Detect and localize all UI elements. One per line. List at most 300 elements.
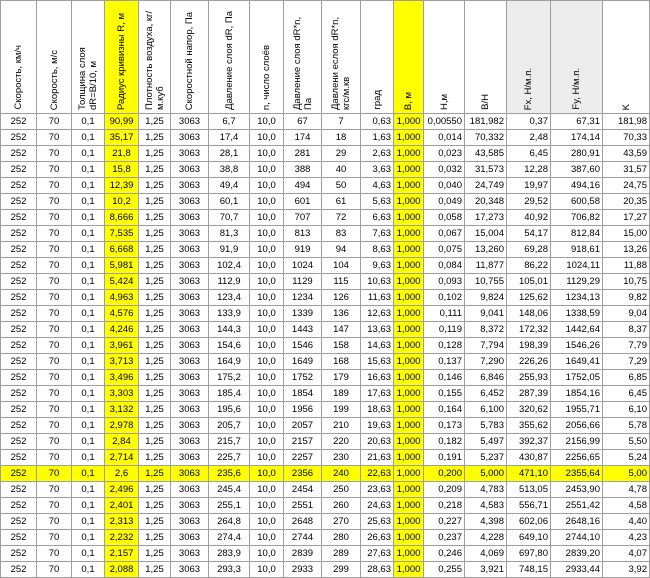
table-cell[interactable]: 144,3 — [209, 322, 250, 338]
column-header[interactable] — [250, 1, 284, 114]
table-cell[interactable]: 3063 — [171, 338, 209, 354]
table-cell[interactable]: 0,164 — [424, 402, 465, 418]
table-cell[interactable]: 43,59 — [603, 146, 650, 162]
table-cell[interactable]: 0,1 — [72, 322, 105, 338]
table-cell[interactable]: 0,075 — [424, 242, 465, 258]
table-cell[interactable]: 18 — [322, 130, 361, 146]
table-cell[interactable]: 10,75 — [603, 274, 650, 290]
table-cell[interactable]: 86,22 — [507, 258, 551, 274]
table-cell[interactable]: 1,000 — [394, 338, 424, 354]
table-cell[interactable]: 3063 — [171, 466, 209, 482]
table-cell[interactable]: 2256,65 — [551, 450, 603, 466]
table-cell[interactable]: 91,9 — [209, 242, 250, 258]
table-cell[interactable]: 2551 — [284, 498, 322, 514]
table-cell[interactable]: 94 — [322, 242, 361, 258]
table-cell[interactable]: 4,23 — [603, 530, 650, 546]
table-cell[interactable]: 289 — [322, 546, 361, 562]
table-cell[interactable]: 10,0 — [250, 130, 284, 146]
table-cell[interactable]: 11,63 — [361, 290, 394, 306]
table-cell[interactable]: 0,1 — [72, 514, 105, 530]
table-cell[interactable]: 112,9 — [209, 274, 250, 290]
table-cell[interactable]: 70 — [37, 402, 72, 418]
column-header[interactable] — [1, 1, 37, 114]
table-cell[interactable]: 0,1 — [72, 482, 105, 498]
table-cell[interactable]: 6,45 — [507, 146, 551, 162]
table-cell[interactable]: 49,4 — [209, 178, 250, 194]
table-cell[interactable]: 1129,29 — [551, 274, 603, 290]
table-cell[interactable]: 210 — [322, 418, 361, 434]
table-cell[interactable]: 148,06 — [507, 306, 551, 322]
table-cell[interactable]: 14,63 — [361, 338, 394, 354]
table-cell[interactable]: 189 — [322, 386, 361, 402]
table-cell[interactable]: 1,25 — [139, 546, 171, 562]
table-cell[interactable]: 1234,13 — [551, 290, 603, 306]
table-cell[interactable]: 0,049 — [424, 194, 465, 210]
table-cell[interactable]: 1,25 — [139, 242, 171, 258]
table-cell[interactable]: 10,0 — [250, 114, 284, 130]
table-cell[interactable]: 252 — [1, 498, 37, 514]
table-cell[interactable]: 1854 — [284, 386, 322, 402]
table-cell[interactable]: 2,978 — [105, 418, 139, 434]
table-cell[interactable]: 1649,41 — [551, 354, 603, 370]
table-cell[interactable]: 10,0 — [250, 450, 284, 466]
table-cell[interactable]: 4,07 — [603, 546, 650, 562]
table-cell[interactable]: 50 — [322, 178, 361, 194]
table-cell[interactable]: 60,1 — [209, 194, 250, 210]
table-cell[interactable]: 15,8 — [105, 162, 139, 178]
table-cell[interactable]: 0,128 — [424, 338, 465, 354]
table-cell[interactable]: 21,63 — [361, 450, 394, 466]
table-cell[interactable]: 1,25 — [139, 226, 171, 242]
table-cell[interactable]: 1546 — [284, 338, 322, 354]
table-cell[interactable]: 1,25 — [139, 114, 171, 130]
table-cell[interactable]: 3063 — [171, 162, 209, 178]
table-cell[interactable]: 1,000 — [394, 322, 424, 338]
table-cell[interactable]: 1,000 — [394, 562, 424, 578]
table-cell[interactable]: 3063 — [171, 114, 209, 130]
table-cell[interactable]: 0,255 — [424, 562, 465, 578]
table-cell[interactable]: 1854,16 — [551, 386, 603, 402]
table-cell[interactable]: 4,963 — [105, 290, 139, 306]
table-cell[interactable]: 17,4 — [209, 130, 250, 146]
table-cell[interactable]: 199 — [322, 402, 361, 418]
table-cell[interactable]: 1,000 — [394, 482, 424, 498]
table-cell[interactable]: 2056,66 — [551, 418, 603, 434]
table-cell[interactable]: 2933,44 — [551, 562, 603, 578]
column-header[interactable] — [139, 1, 171, 114]
table-cell[interactable]: 1,25 — [139, 194, 171, 210]
table-cell[interactable]: 252 — [1, 418, 37, 434]
table-cell[interactable]: 0,209 — [424, 482, 465, 498]
table-cell[interactable]: 0,1 — [72, 162, 105, 178]
table-cell[interactable]: 255,1 — [209, 498, 250, 514]
table-cell[interactable]: 6,63 — [361, 210, 394, 226]
table-cell[interactable]: 10,2 — [105, 194, 139, 210]
table-cell[interactable]: 0,63 — [361, 114, 394, 130]
table-cell[interactable]: 602,06 — [507, 514, 551, 530]
table-cell[interactable]: 70 — [37, 530, 72, 546]
table-cell[interactable]: 158 — [322, 338, 361, 354]
table-cell[interactable]: 706,82 — [551, 210, 603, 226]
table-cell[interactable]: 1,25 — [139, 450, 171, 466]
table-cell[interactable]: 115 — [322, 274, 361, 290]
table-cell[interactable]: 3063 — [171, 434, 209, 450]
table-cell[interactable]: 252 — [1, 210, 37, 226]
table-cell[interactable]: 0,1 — [72, 258, 105, 274]
table-cell[interactable]: 1,000 — [394, 162, 424, 178]
table-cell[interactable]: 1,25 — [139, 402, 171, 418]
table-cell[interactable]: 70 — [37, 162, 72, 178]
table-cell[interactable]: 252 — [1, 434, 37, 450]
table-cell[interactable]: 252 — [1, 546, 37, 562]
table-cell[interactable]: 252 — [1, 194, 37, 210]
table-cell[interactable]: 81,3 — [209, 226, 250, 242]
table-cell[interactable]: 40 — [322, 162, 361, 178]
table-cell[interactable]: 70 — [37, 482, 72, 498]
table-cell[interactable]: 2,157 — [105, 546, 139, 562]
table-cell[interactable]: 15,63 — [361, 354, 394, 370]
table-cell[interactable]: 10,0 — [250, 546, 284, 562]
table-cell[interactable]: 4,583 — [465, 498, 507, 514]
table-cell[interactable]: 67,31 — [551, 114, 603, 130]
table-cell[interactable]: 1,000 — [394, 258, 424, 274]
table-cell[interactable]: 0,014 — [424, 130, 465, 146]
table-cell[interactable]: 1,000 — [394, 498, 424, 514]
table-cell[interactable]: 3063 — [171, 514, 209, 530]
table-cell[interactable]: 21,8 — [105, 146, 139, 162]
table-cell[interactable]: 813 — [284, 226, 322, 242]
table-cell[interactable]: 10,0 — [250, 178, 284, 194]
table-cell[interactable]: 13,260 — [465, 242, 507, 258]
table-cell[interactable]: 10,755 — [465, 274, 507, 290]
column-header[interactable] — [37, 1, 72, 114]
table-cell[interactable]: 1,000 — [394, 114, 424, 130]
table-cell[interactable]: 1024,11 — [551, 258, 603, 274]
table-cell[interactable]: 10,0 — [250, 338, 284, 354]
column-header[interactable] — [322, 1, 361, 114]
table-cell[interactable]: 10,0 — [250, 194, 284, 210]
table-cell[interactable]: 3063 — [171, 306, 209, 322]
table-cell[interactable]: 10,0 — [250, 322, 284, 338]
table-cell[interactable]: 1,25 — [139, 290, 171, 306]
table-cell[interactable]: 0,1 — [72, 418, 105, 434]
table-cell[interactable]: 70 — [37, 466, 72, 482]
table-cell[interactable]: 7,535 — [105, 226, 139, 242]
table-cell[interactable]: 147 — [322, 322, 361, 338]
table-cell[interactable]: 70 — [37, 130, 72, 146]
table-cell[interactable]: 1,000 — [394, 226, 424, 242]
table-cell[interactable]: 0,246 — [424, 546, 465, 562]
table-cell[interactable]: 1,25 — [139, 466, 171, 482]
table-cell[interactable]: 5,63 — [361, 194, 394, 210]
table-cell[interactable]: 0,1 — [72, 114, 105, 130]
table-cell[interactable]: 3063 — [171, 290, 209, 306]
table-cell[interactable]: 123,4 — [209, 290, 250, 306]
table-cell[interactable]: 20,35 — [603, 194, 650, 210]
table-cell[interactable]: 179 — [322, 370, 361, 386]
table-cell[interactable]: 388 — [284, 162, 322, 178]
table-cell[interactable]: 70 — [37, 178, 72, 194]
table-cell[interactable]: 10,0 — [250, 146, 284, 162]
table-cell[interactable]: 240 — [322, 466, 361, 482]
table-cell[interactable]: 12,39 — [105, 178, 139, 194]
table-cell[interactable]: 601 — [284, 194, 322, 210]
table-cell[interactable]: 252 — [1, 370, 37, 386]
table-cell[interactable]: 1956 — [284, 402, 322, 418]
table-cell[interactable]: 22,63 — [361, 466, 394, 482]
table-cell[interactable]: 0,146 — [424, 370, 465, 386]
table-cell[interactable]: 252 — [1, 338, 37, 354]
table-cell[interactable]: 252 — [1, 114, 37, 130]
table-cell[interactable]: 70 — [37, 354, 72, 370]
table-cell[interactable]: 9,82 — [603, 290, 650, 306]
table-cell[interactable]: 31,573 — [465, 162, 507, 178]
table-cell[interactable]: 0,1 — [72, 290, 105, 306]
table-cell[interactable]: 1,25 — [139, 306, 171, 322]
table-cell[interactable]: 38,8 — [209, 162, 250, 178]
table-cell[interactable]: 252 — [1, 322, 37, 338]
table-cell[interactable]: 494,16 — [551, 178, 603, 194]
table-cell[interactable]: 27,63 — [361, 546, 394, 562]
table-cell[interactable]: 0,227 — [424, 514, 465, 530]
table-cell[interactable]: 3063 — [171, 530, 209, 546]
table-cell[interactable]: 19,63 — [361, 418, 394, 434]
table-cell[interactable]: 70 — [37, 514, 72, 530]
table-cell[interactable]: 10,0 — [250, 242, 284, 258]
table-cell[interactable]: 168 — [322, 354, 361, 370]
table-cell[interactable]: 70 — [37, 258, 72, 274]
table-cell[interactable]: 9,63 — [361, 258, 394, 274]
table-cell[interactable]: 13,26 — [603, 242, 650, 258]
table-cell[interactable]: 10,0 — [250, 402, 284, 418]
table-cell[interactable]: 0,1 — [72, 210, 105, 226]
table-cell[interactable]: 2839 — [284, 546, 322, 562]
table-cell[interactable]: 70 — [37, 210, 72, 226]
table-cell[interactable]: 697,80 — [507, 546, 551, 562]
table-cell[interactable]: 174,14 — [551, 130, 603, 146]
table-cell[interactable]: 2156,99 — [551, 434, 603, 450]
table-cell[interactable]: 1,000 — [394, 418, 424, 434]
table-cell[interactable]: 250 — [322, 482, 361, 498]
table-cell[interactable]: 2454 — [284, 482, 322, 498]
table-cell[interactable]: 2,48 — [507, 130, 551, 146]
table-cell[interactable]: 2355,64 — [551, 466, 603, 482]
table-cell[interactable]: 3,713 — [105, 354, 139, 370]
table-cell[interactable]: 6,10 — [603, 402, 650, 418]
table-cell[interactable]: 83 — [322, 226, 361, 242]
column-header[interactable] — [361, 1, 394, 114]
table-cell[interactable]: 54,17 — [507, 226, 551, 242]
table-cell[interactable]: 3,63 — [361, 162, 394, 178]
table-cell[interactable]: 136 — [322, 306, 361, 322]
table-cell[interactable]: 70 — [37, 498, 72, 514]
column-header[interactable] — [105, 1, 139, 114]
table-cell[interactable]: 2648,16 — [551, 514, 603, 530]
table-cell[interactable]: 1,25 — [139, 482, 171, 498]
table-cell[interactable]: 3063 — [171, 210, 209, 226]
table-cell[interactable]: 0,182 — [424, 434, 465, 450]
table-cell[interactable]: 1,25 — [139, 434, 171, 450]
table-cell[interactable]: 0,1 — [72, 546, 105, 562]
table-cell[interactable]: 2,088 — [105, 562, 139, 578]
table-cell[interactable]: 283,9 — [209, 546, 250, 562]
column-header[interactable] — [465, 1, 507, 114]
table-cell[interactable]: 8,372 — [465, 322, 507, 338]
table-cell[interactable]: 0,00550 — [424, 114, 465, 130]
table-cell[interactable]: 0,1 — [72, 562, 105, 578]
table-cell[interactable]: 252 — [1, 258, 37, 274]
table-cell[interactable]: 1649 — [284, 354, 322, 370]
table-cell[interactable]: 1,25 — [139, 418, 171, 434]
table-cell[interactable]: 3063 — [171, 322, 209, 338]
table-cell[interactable]: 1,25 — [139, 178, 171, 194]
table-cell[interactable]: 7,63 — [361, 226, 394, 242]
table-cell[interactable]: 10,0 — [250, 530, 284, 546]
table-cell[interactable]: 126 — [322, 290, 361, 306]
table-cell[interactable]: 1,25 — [139, 338, 171, 354]
table-cell[interactable]: 0,058 — [424, 210, 465, 226]
table-cell[interactable]: 20,63 — [361, 434, 394, 450]
table-cell[interactable]: 2157 — [284, 434, 322, 450]
table-cell[interactable]: 181,98 — [603, 114, 650, 130]
table-cell[interactable]: 4,069 — [465, 546, 507, 562]
table-cell[interactable]: 24,749 — [465, 178, 507, 194]
table-cell[interactable]: 0,1 — [72, 274, 105, 290]
table-cell[interactable]: 6,45 — [603, 386, 650, 402]
table-cell[interactable]: 10,0 — [250, 418, 284, 434]
table-cell[interactable]: 5,78 — [603, 418, 650, 434]
table-cell[interactable]: 281 — [284, 146, 322, 162]
table-cell[interactable]: 0,1 — [72, 466, 105, 482]
table-cell[interactable]: 3063 — [171, 194, 209, 210]
table-cell[interactable]: 7,794 — [465, 338, 507, 354]
table-cell[interactable]: 392,37 — [507, 434, 551, 450]
table-cell[interactable]: 215,7 — [209, 434, 250, 450]
table-cell[interactable]: 4,58 — [603, 498, 650, 514]
table-cell[interactable]: 0,119 — [424, 322, 465, 338]
table-cell[interactable]: 28,1 — [209, 146, 250, 162]
table-cell[interactable]: 4,63 — [361, 178, 394, 194]
table-cell[interactable]: 8,37 — [603, 322, 650, 338]
table-cell[interactable]: 3063 — [171, 242, 209, 258]
column-header[interactable] — [284, 1, 322, 114]
table-cell[interactable]: 1443 — [284, 322, 322, 338]
table-cell[interactable]: 280 — [322, 530, 361, 546]
table-cell[interactable]: 1,25 — [139, 162, 171, 178]
table-cell[interactable]: 3063 — [171, 226, 209, 242]
table-cell[interactable]: 355,62 — [507, 418, 551, 434]
table-cell[interactable]: 430,87 — [507, 450, 551, 466]
table-cell[interactable]: 70 — [37, 562, 72, 578]
table-cell[interactable]: 2,313 — [105, 514, 139, 530]
table-cell[interactable]: 164,9 — [209, 354, 250, 370]
table-cell[interactable]: 0,37 — [507, 114, 551, 130]
table-cell[interactable]: 1,25 — [139, 498, 171, 514]
table-cell[interactable]: 1,000 — [394, 242, 424, 258]
table-cell[interactable]: 40,92 — [507, 210, 551, 226]
table-cell[interactable]: 3063 — [171, 546, 209, 562]
table-cell[interactable]: 70,7 — [209, 210, 250, 226]
table-cell[interactable]: 3,921 — [465, 562, 507, 578]
table-cell[interactable]: 1,000 — [394, 290, 424, 306]
table-cell[interactable]: 2744,10 — [551, 530, 603, 546]
table-cell[interactable]: 245,4 — [209, 482, 250, 498]
table-cell[interactable]: 70 — [37, 242, 72, 258]
table-cell[interactable]: 6,668 — [105, 242, 139, 258]
table-cell[interactable]: 5,237 — [465, 450, 507, 466]
table-cell[interactable]: 9,041 — [465, 306, 507, 322]
table-cell[interactable]: 3,961 — [105, 338, 139, 354]
table-cell[interactable]: 3,303 — [105, 386, 139, 402]
table-cell[interactable]: 1339 — [284, 306, 322, 322]
table-cell[interactable]: 1,000 — [394, 194, 424, 210]
table-cell[interactable]: 2648 — [284, 514, 322, 530]
table-cell[interactable]: 255,93 — [507, 370, 551, 386]
table-cell[interactable]: 29 — [322, 146, 361, 162]
table-cell[interactable]: 0,1 — [72, 434, 105, 450]
table-cell[interactable]: 226,26 — [507, 354, 551, 370]
table-cell[interactable]: 252 — [1, 274, 37, 290]
table-cell[interactable]: 16,63 — [361, 370, 394, 386]
table-cell[interactable]: 24,63 — [361, 498, 394, 514]
table-cell[interactable]: 5,00 — [603, 466, 650, 482]
table-cell[interactable]: 15,004 — [465, 226, 507, 242]
column-header[interactable] — [209, 1, 250, 114]
table-cell[interactable]: 10,0 — [250, 434, 284, 450]
table-cell[interactable]: 1955,71 — [551, 402, 603, 418]
table-cell[interactable]: 5,497 — [465, 434, 507, 450]
table-cell[interactable]: 104 — [322, 258, 361, 274]
table-cell[interactable]: 0,1 — [72, 306, 105, 322]
table-cell[interactable]: 4,246 — [105, 322, 139, 338]
table-cell[interactable]: 10,0 — [250, 290, 284, 306]
table-cell[interactable]: 0,067 — [424, 226, 465, 242]
table-cell[interactable]: 2,232 — [105, 530, 139, 546]
table-cell[interactable]: 24,75 — [603, 178, 650, 194]
table-cell[interactable]: 3063 — [171, 354, 209, 370]
table-cell[interactable]: 556,71 — [507, 498, 551, 514]
table-cell[interactable]: 10,0 — [250, 498, 284, 514]
table-cell[interactable]: 5,783 — [465, 418, 507, 434]
table-cell[interactable]: 0,084 — [424, 258, 465, 274]
table-cell[interactable]: 13,63 — [361, 322, 394, 338]
column-header[interactable] — [171, 1, 209, 114]
table-cell[interactable]: 252 — [1, 402, 37, 418]
table-cell[interactable]: 0,1 — [72, 146, 105, 162]
table-cell[interactable]: 0,1 — [72, 498, 105, 514]
table-cell[interactable]: 0,1 — [72, 194, 105, 210]
table-cell[interactable]: 287,39 — [507, 386, 551, 402]
table-cell[interactable]: 1,25 — [139, 386, 171, 402]
table-cell[interactable]: 1442,64 — [551, 322, 603, 338]
table-cell[interactable]: 70 — [37, 226, 72, 242]
table-cell[interactable]: 5,24 — [603, 450, 650, 466]
table-cell[interactable]: 2,84 — [105, 434, 139, 450]
table-cell[interactable]: 471,10 — [507, 466, 551, 482]
table-cell[interactable]: 252 — [1, 178, 37, 194]
table-cell[interactable]: 3063 — [171, 178, 209, 194]
table-cell[interactable]: 270 — [322, 514, 361, 530]
table-cell[interactable]: 11,88 — [603, 258, 650, 274]
table-cell[interactable]: 1338,59 — [551, 306, 603, 322]
table-cell[interactable]: 3063 — [171, 370, 209, 386]
table-cell[interactable]: 10,0 — [250, 226, 284, 242]
table-cell[interactable]: 20,348 — [465, 194, 507, 210]
table-cell[interactable]: 280,91 — [551, 146, 603, 162]
table-cell[interactable]: 252 — [1, 514, 37, 530]
table-cell[interactable]: 198,39 — [507, 338, 551, 354]
table-cell[interactable]: 0,102 — [424, 290, 465, 306]
